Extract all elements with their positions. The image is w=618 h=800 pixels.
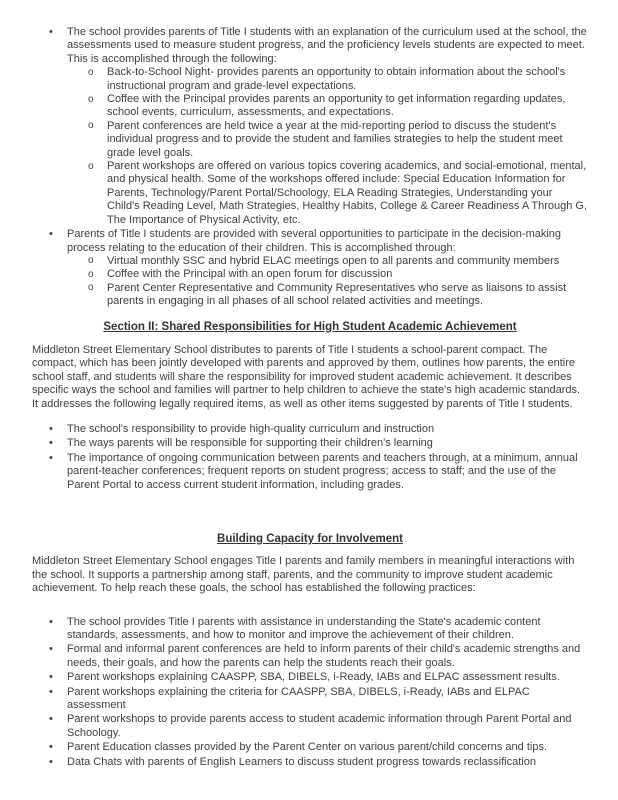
list-item-text: The school's responsibility to provide high-quality curriculum and instruction [67,422,435,435]
bullet-icon: • [49,713,53,726]
sub-bullet-icon: o [88,160,94,172]
sub-list-item [67,268,588,281]
sub-list-item [67,255,588,268]
sub-list-item-text: Parent workshops are offered on various topics covering academics, and social-emotional, mental, and physical health. Some of the workshops offered include: Special Education Information for Parents, Technology/Parent Portal/Schoology, ELA Reading Strategies, Understanding your Child's Reading Level, Math Strategies, Healthy Habits, College & Career Readiness A Through G, The Importance of Physical Activity, etc. [107,160,588,226]
bullet-icon: • [49,437,53,450]
sub-bullet-icon: o [88,120,94,132]
list-item [32,452,588,492]
list-item [32,228,588,308]
list-item-text: Parent workshops to provide parents access to student academic information through Parent Portal and Schoology. [67,713,572,739]
list-item [32,616,588,643]
list-item [32,756,588,769]
building-capacity-paragraph: Middleton Street Elementary School engages Title I parents and family members in meaningful interactions with the school. It supports a partnership among staff, parents, and the community to improve student academic achievement. To help reach these goals, the school has established the following practices: [32,555,575,595]
sub-list-item-text: Back-to-School Night- provides parents an opportunity to obtain information about the school's instructional program and grade-level expectations. [107,66,566,92]
bullet-icon: • [49,671,53,684]
list-item [32,686,588,713]
bullet-icon: • [49,615,53,628]
list-item-text: Data Chats with parents of English Learners to discuss student progress towards reclassification [67,755,536,768]
sub-bullet-icon: o [88,268,94,280]
building-capacity-heading: Building Capacity for Involvement [217,533,403,545]
sub-bullet-icon: o [88,282,94,294]
section-ii-paragraph: Middleton Street Elementary School distributes to parents of Title I students a school-parent compact. The compact, which has been jointly developed with parents and approved by them, outlines how parents, the entire school staff, and students will share the responsibility for improved student academic achievement. It describes specific ways the school and families will partner to help children to achieve the state's high academic standards. It addresses the following legally required items, as well as other items suggested by parents of Title I students. [32,343,581,410]
sub-bullet-icon: o [88,255,94,267]
list-item-text: Formal and informal parent conferences are held to inform parents of their child's academic strengths and needs, their goals, and how the parents can help the students reach their goals. [67,643,581,669]
list-item-text: Parents of Title I students are provided with several opportunities to participate in the decision-making process relating to the education of their children. This is accomplished through: [67,228,562,254]
list-item-text: The school provides parents of Title I students with an explanation of the curriculum used at the school, the assessments used to measure student progress, and the proficiency levels students are expected to meet. This is accomplished through the following: [67,26,587,65]
bullet-icon: • [49,228,53,241]
sub-list-item [67,160,588,227]
sub-list-item [67,93,588,120]
sub-list-item-text: Coffee with the Principal provides parents an opportunity to get information regarding updates, school events, curriculum, assessments, and expectations. [107,93,566,119]
practices-bullet-list [32,616,588,769]
list-item [32,423,588,436]
sub-list-item [67,120,588,160]
bullet-icon: • [49,422,53,435]
list-item-text: The school provides Title I parents with assistance in understanding the State's academic content standards, assessments, and how to monitor and improve the achievement of their children. [67,615,541,642]
section-ii-heading: Section II: Shared Responsibilities for High Student Academic Achievement [103,320,517,333]
bullet-icon: • [49,685,53,698]
sub-list-item-text: Coffee with the Principal with an open forum for discussion [107,268,393,281]
sub-list-item-text: Parent Center Representative and Community Representatives who serve as liaisons to assist parents in engaging in all phases of all school related activities and meetings. [107,281,567,308]
bullet-icon: • [49,741,53,754]
sub-list-item-text: Virtual monthly SSC and hybrid ELAC meetings open to all parents and community members [107,254,560,267]
list-item-text: Parent Education classes provided by the Parent Center on various parent/child concerns and tips. [67,741,547,754]
sub-bullet-list [67,255,588,309]
compact-items-bullet-list [32,423,588,492]
list-item [32,713,588,740]
sub-list-item [67,282,588,309]
list-item-text: Parent workshops explaining the criteria for CAASPP, SBA, DIBELS, i-Ready, IABs and ELPAC assessment [67,685,530,712]
sub-bullet-icon: o [88,66,94,78]
sub-list-item [67,66,588,93]
list-item [32,437,588,450]
list-item-text: Parent workshops explaining CAASPP, SBA, DIBELS, i-Ready, IABs and ELPAC assessment results. [67,671,560,684]
list-item-text: The ways parents will be responsible for supporting their children's learning [67,437,433,450]
bullet-icon: • [49,451,53,464]
sub-bullet-icon: o [88,93,94,105]
list-item [32,643,588,670]
list-item [32,671,588,684]
parent-involvement-bullet-list [32,26,588,309]
list-item [32,741,588,754]
list-item-text: The importance of ongoing communication between parents and teachers through, at a minimum, annual parent-teacher conferences; frequent reports on student progress; access to staff; and the use of the Parent Portal to access current student information, including grades. [67,451,578,491]
sub-list-item-text: Parent conferences are held twice a year at the mid-reporting period to discuss the student's individual progress and to provide the student and families strategies to help the student meet grade level goals. [107,119,563,159]
bullet-icon: • [49,26,53,38]
sub-bullet-list [67,66,588,227]
bullet-icon: • [49,643,53,656]
bullet-icon: • [49,755,53,768]
list-item [32,26,588,227]
